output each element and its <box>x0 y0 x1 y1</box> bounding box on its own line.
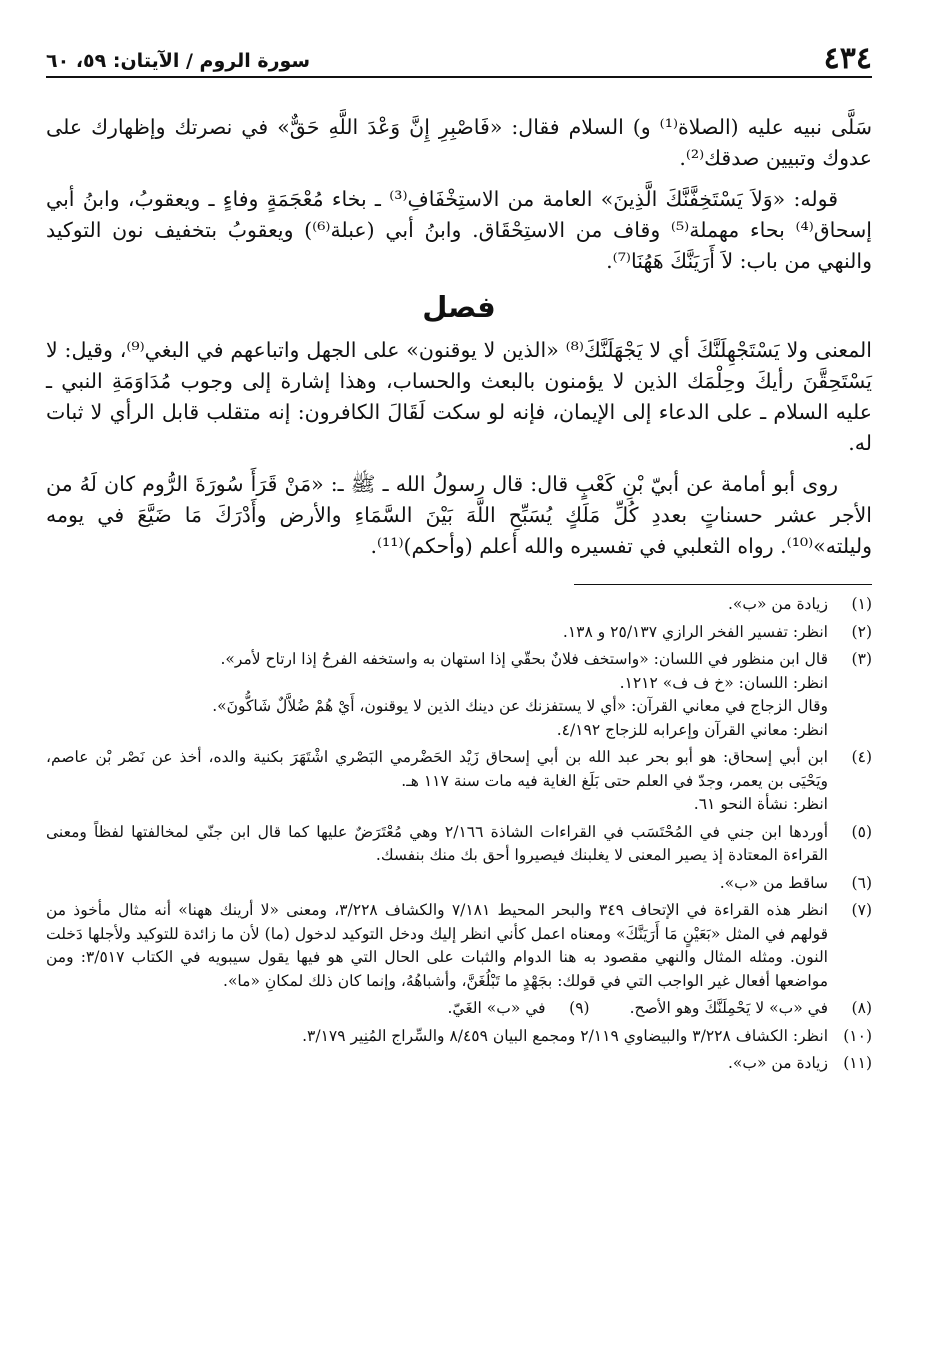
footnote-text: ساقط من «ب». <box>719 873 828 892</box>
footnote-number: (٨) <box>851 999 872 1017</box>
book-page <box>46 38 872 1080</box>
footnote-line: انظر: نشأة النحو ٦١. <box>693 795 828 813</box>
footnote <box>46 621 872 645</box>
footnote-text: أوردها ابن جني في المُحْتَسَب في القراءات الشاذة ٢/١٦٦ وهي مُعْتَرَضٌ عليها كما قال ابن جنّي لمخالفتها لفظاً ومعنى القراءة المعتادة إذ يصير المعنى لا يغلبنك فيصيروا أحق بك منك بنفسك. <box>46 822 828 864</box>
section-title: فصل <box>422 290 496 324</box>
footnote <box>46 872 872 896</box>
footnote <box>46 1025 872 1049</box>
footnote-line: وقال الزجاج في معاني القرآن: «أي لا يستفزنك عن دينك الذين لا يوقنون، أَيْ هُمْ ضُلاَّلٌ شَاكُّونَ». <box>212 697 828 715</box>
footnote-text: انظر هذه القراءة في الإتحاف ٣٤٩ والبحر المحيط ٧/١٨١ والكشاف ٣/٢٢٨، ومعنى «لا أرينك ههنا» أنه مثال مأخوذ من قولهم في المثل «بَعَيْنٍ مَا أَرَيَنَّكَ» ومعناه اعمل كأني انظر إليك ودخل التوكيد لدخول (ما) لأن ما زائدة للتوكيد ولأجلها دَخلت النون. ومثله المثال والنهي مقصود به هنا الدوام والثبات على الحال التي هو فيها يقول سيبويه في الكتاب ٣/٥١٧: ومن مواضعها أفعال غير الواجب التي في قولك: بجَهْدٍ ما تَبْلُغَنَّ، وأشباهُهُ، وإنما كان ذلك لمكانِ «ما». <box>46 901 828 990</box>
footnote-number: (٦) <box>851 873 872 892</box>
footnote-separator <box>574 584 872 585</box>
footnote-line: قال ابن منظور في اللسان: «واستخف فلانٌ بحقّي إذا استهان به واستخفه الفرحُ إذا ارتاح لأمر». <box>220 650 828 668</box>
footnote <box>46 648 872 742</box>
footnote-text <box>46 746 828 817</box>
footnote <box>46 1052 872 1076</box>
footnotes <box>46 593 872 1076</box>
footnote-text: في «ب» الغَيّ. <box>447 999 546 1017</box>
paragraph-4: روى أبو أمامة عن أبيّ بْنِ كَعْبٍ قال: قال رسولُ الله ـ ﷺ ـ: «مَنْ قَرَأَ سُورَةَ الرُّوم كان لَهُ من الأجر عشر حسناتٍ بعددِ كُلِّ مَلَكٍ يُسَبِّحِ اللَّهَ بَيْنَ السَّمَاءِ والأرض وأَدْرَكَ مَا ضَيَّعَ في يومه وليلته»⁽¹⁰⁾. رواه الثعلبي في تفسيره والله أعلم (وأحكم)⁽¹¹⁾. <box>46 472 872 558</box>
footnote-number: (٧) <box>851 901 872 919</box>
page-number: ٤٣٤ <box>823 41 872 76</box>
paragraph-2: قوله: «وَلاَ يَسْتَخِفَّنَّكَ الَّذِينَ» العامة من الاستِخْفَافِ⁽³⁾ ـ بخاء مُعْجَمَةٍ وفاءٍ ـ ويعقوبُ، وابنُ أبي إسحاق⁽⁴⁾ بحاء مهملة⁽⁵⁾ وقاف من الاستِحْقَاق. وابنُ أبي (عبلة⁽⁶⁾) ويعقوبُ بتخفيف نون التوكيد والنهي من باب: لاَ أَرَيَنَّكَ هَهُنَا⁽⁷⁾. <box>46 187 872 273</box>
footnote-number: (١١) <box>843 1054 872 1072</box>
footnote-number: (٢) <box>851 622 872 641</box>
footnote-text: انظر: تفسير الفخر الرازي ٢٥/١٣٧ و ١٣٨. <box>562 622 828 641</box>
footnote-pair-row <box>46 997 872 1021</box>
footnote <box>46 821 872 868</box>
footnote-line: ابن أبي إسحاق: هو أبو بحر عبد الله بن أبي إسحاق زَيْد الحَضْرمي البَصْري اشْتَهَرَ بكنية والده، أخذ عن نَصْر بْن عاصم، ويَحْيَى بن يعمر، وجدّ في العلم حتى بَلَغ الغاية فيه مات سنة ١١٧ هـ. <box>46 748 828 790</box>
footnote-number: (٩) <box>569 999 590 1017</box>
footnote-text: زيادة من «ب». <box>728 1054 828 1072</box>
footnote-number: (١٠) <box>843 1026 872 1045</box>
footnote-text: زيادة من «ب». <box>728 595 828 613</box>
footnote-number: (٣) <box>851 650 872 668</box>
footnote-number: (٤) <box>851 748 872 766</box>
paragraph-3: المعنى ولا يَسْتَجْهِلَنَّكَ أي لا يَجْهَلَنَّكَ⁽⁸⁾ «الذين لا يوقنون» على الجهل واتباعهم في البغي⁽⁹⁾، وقيل: لا يَسْتَحِقَّنَ رأيكَ وحِلْمَك الذين لا يؤمنون بالبعث والحساب، وهذا إشارة إلى وجوب مُدَاوَمَةِ النبي ـ عليه السلام ـ على الدعاء إلى الإيمان، فإنه لو سكت لَقَالَ الكافرون: إنه متقلب قابل الرأي لا ثبات له. <box>46 338 872 455</box>
footnote-text: في «ب» لا يَحْمِلَنَّكَ وهو الأصح. <box>629 999 828 1017</box>
footnote-number: (٥) <box>851 822 872 841</box>
footnote <box>46 899 872 993</box>
main-text <box>46 112 872 562</box>
footnote <box>46 593 872 617</box>
footnote-text: انظر: الكشاف ٣/٢٢٨ والبيضاوي ٢/١١٩ ومجمع البيان ٨/٤٥٩ والسِّراج المُنِير ٣/١٧٩. <box>302 1026 828 1045</box>
footnote-line: انظر: اللسان: «خ ف ف» ١٢١٢. <box>619 673 828 692</box>
running-title: سورة الروم / الآيتان: ٥٩، ٦٠ <box>46 50 311 72</box>
page-header <box>46 38 872 78</box>
footnote <box>630 997 872 1021</box>
paragraph-1: سَلَّى نبيه عليه (الصلاة⁽¹⁾ و) السلام فقال: «فَاصْبِرِ إِنَّ وَعْدَ اللَّهِ حَقٌّ» في نصرتك وإظهارك على عدوك وتبيين صدقك⁽²⁾. <box>46 115 872 170</box>
footnote <box>447 997 589 1021</box>
footnote <box>46 746 872 817</box>
footnote-number: (١) <box>851 595 872 613</box>
footnote-text <box>46 648 828 742</box>
footnote-line: انظر: معاني القرآن وإعرابه للزجاج ٤/١٩٢. <box>556 720 828 739</box>
